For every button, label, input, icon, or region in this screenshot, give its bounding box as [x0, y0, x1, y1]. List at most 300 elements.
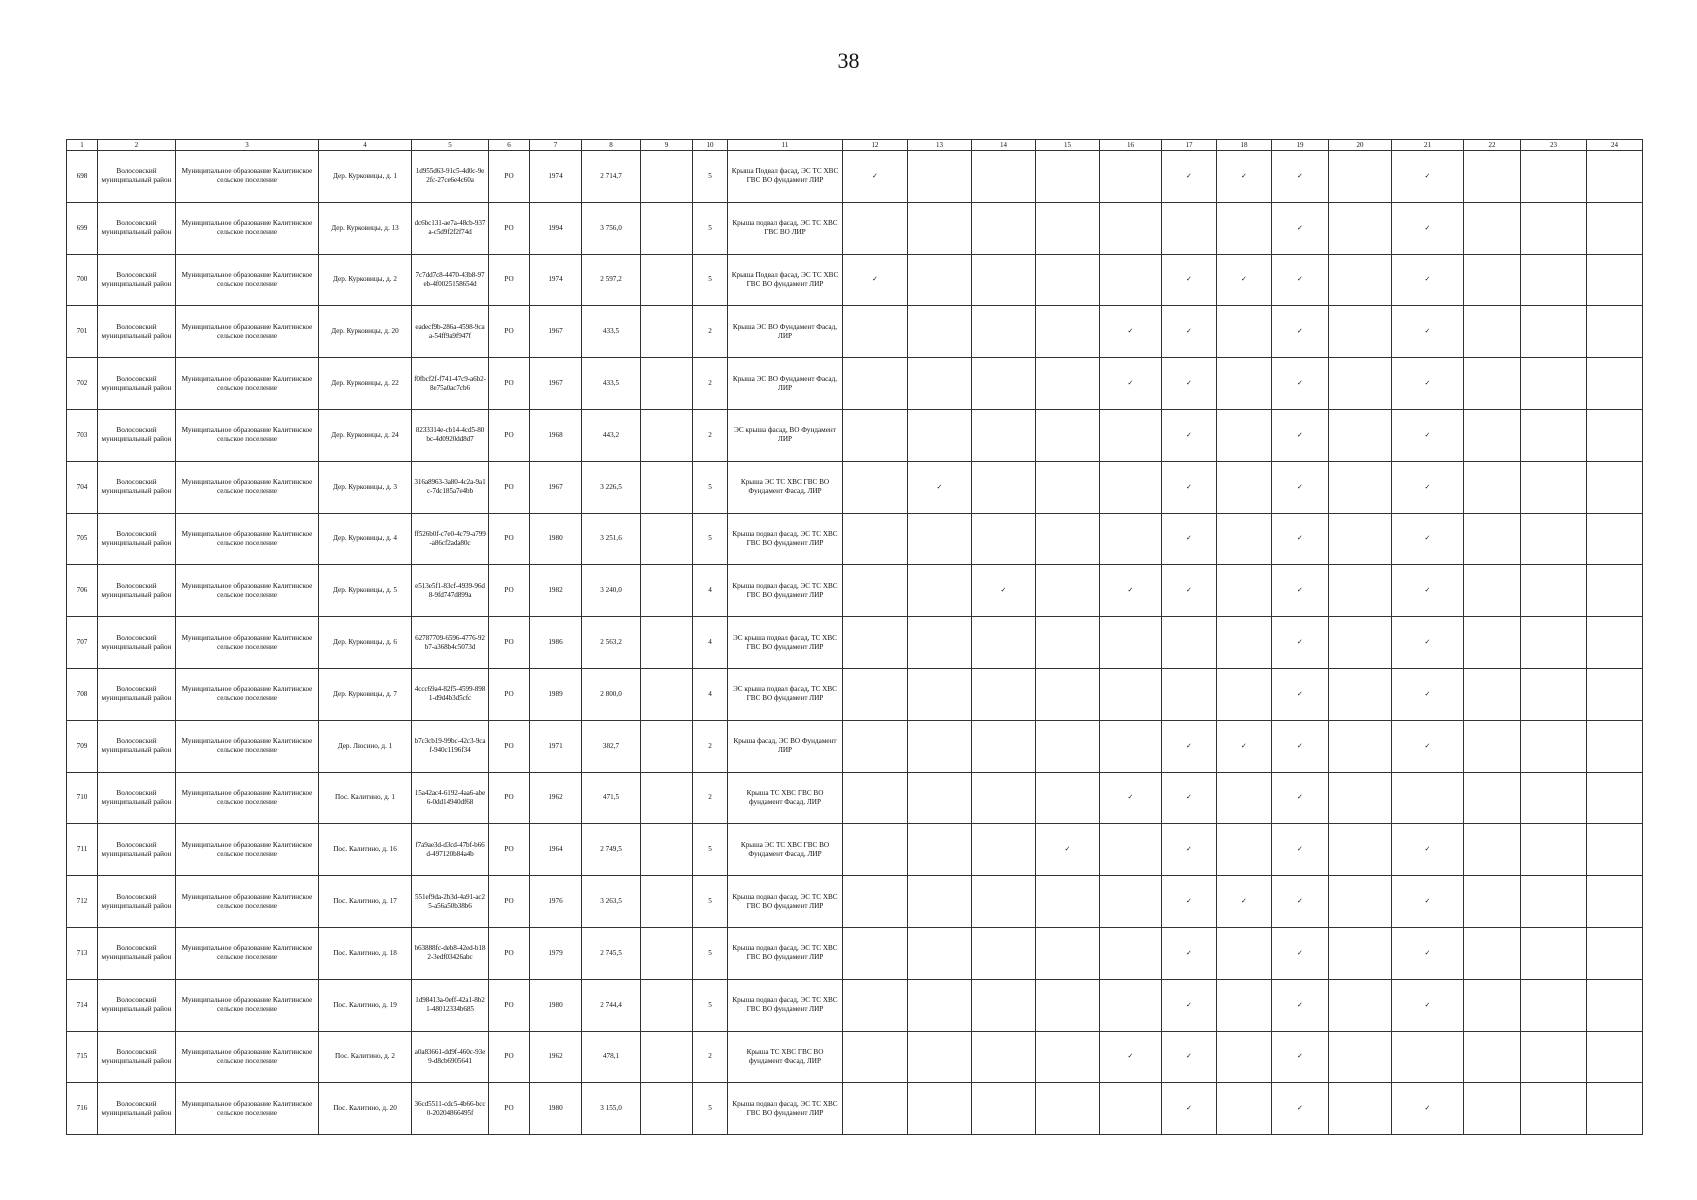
works-list-cell: Крыша подвал фасад, ЭС ТС ХВС ГВС ВО фундамент ЛИР: [728, 927, 843, 979]
row-number-cell: 712: [67, 876, 98, 928]
check-mark-icon: ✓: [972, 565, 1036, 617]
year-built-cell: 1994: [530, 202, 582, 254]
column-9-cell: [641, 358, 693, 410]
empty-cell: [1464, 202, 1521, 254]
empty-cell: [1392, 772, 1464, 824]
municipality-cell: Муниципальное образование Калитинское сельское поселение: [176, 409, 319, 461]
empty-cell: [1587, 824, 1643, 876]
ownership-type-cell: РО: [489, 202, 530, 254]
column-number-cell: 21: [1392, 140, 1464, 151]
empty-cell: [1392, 1031, 1464, 1083]
empty-cell: [1329, 202, 1392, 254]
table-row: [67, 513, 1643, 565]
district-cell: Волосовский муниципальный район: [98, 513, 176, 565]
check-mark-icon: ✓: [1392, 824, 1464, 876]
empty-cell: [1464, 461, 1521, 513]
empty-cell: [1464, 927, 1521, 979]
municipality-cell: Муниципальное образование Калитинское сельское поселение: [176, 720, 319, 772]
check-mark-icon: ✓: [1217, 151, 1272, 203]
check-mark-icon: ✓: [1392, 409, 1464, 461]
check-mark-icon: ✓: [1162, 358, 1217, 410]
ownership-type-cell: РО: [489, 254, 530, 306]
empty-cell: [1521, 617, 1587, 669]
address-cell: Дер. Курковицы, д. 2: [319, 254, 412, 306]
column-9-cell: [641, 876, 693, 928]
year-built-cell: 1979: [530, 927, 582, 979]
address-cell: Пос. Калитино, д. 17: [319, 876, 412, 928]
area-cell: 3 756,0: [582, 202, 641, 254]
empty-cell: [1100, 254, 1162, 306]
floors-cell: 5: [693, 202, 728, 254]
building-id-cell: eadecf9b-286a-4598-9caa-54ff9a9f947f: [412, 306, 489, 358]
district-cell: Волосовский муниципальный район: [98, 720, 176, 772]
empty-cell: [1521, 1083, 1587, 1135]
empty-cell: [1036, 565, 1100, 617]
empty-cell: [843, 927, 908, 979]
empty-cell: [908, 876, 972, 928]
row-number-cell: 707: [67, 617, 98, 669]
empty-cell: [843, 409, 908, 461]
column-number-cell: 14: [972, 140, 1036, 151]
empty-cell: [1036, 254, 1100, 306]
empty-cell: [1329, 565, 1392, 617]
district-cell: Волосовский муниципальный район: [98, 151, 176, 203]
empty-cell: [1329, 306, 1392, 358]
area-cell: 2 744,4: [582, 979, 641, 1031]
empty-cell: [1217, 565, 1272, 617]
empty-cell: [1587, 254, 1643, 306]
empty-cell: [1217, 824, 1272, 876]
empty-cell: [972, 979, 1036, 1031]
row-number-cell: 714: [67, 979, 98, 1031]
empty-cell: [1521, 513, 1587, 565]
check-mark-icon: ✓: [1217, 720, 1272, 772]
empty-cell: [1100, 668, 1162, 720]
empty-cell: [1587, 358, 1643, 410]
empty-cell: [1464, 772, 1521, 824]
empty-cell: [908, 720, 972, 772]
empty-cell: [908, 1083, 972, 1135]
empty-cell: [1217, 979, 1272, 1031]
empty-cell: [1036, 720, 1100, 772]
works-list-cell: Крыша ТС ХВС ГВС ВО фундамент Фасад, ЛИР: [728, 1031, 843, 1083]
check-mark-icon: ✓: [1392, 668, 1464, 720]
empty-cell: [1329, 979, 1392, 1031]
column-9-cell: [641, 1031, 693, 1083]
empty-cell: [1464, 306, 1521, 358]
empty-cell: [1329, 358, 1392, 410]
empty-cell: [1521, 979, 1587, 1031]
area-cell: 2 597,2: [582, 254, 641, 306]
empty-cell: [972, 876, 1036, 928]
year-built-cell: 1967: [530, 306, 582, 358]
district-cell: Волосовский муниципальный район: [98, 876, 176, 928]
check-mark-icon: ✓: [1272, 1083, 1329, 1135]
row-number-cell: 708: [67, 668, 98, 720]
district-cell: Волосовский муниципальный район: [98, 668, 176, 720]
ownership-type-cell: РО: [489, 461, 530, 513]
empty-cell: [1329, 513, 1392, 565]
district-cell: Волосовский муниципальный район: [98, 306, 176, 358]
year-built-cell: 1982: [530, 565, 582, 617]
works-list-cell: Крыша Подвал фасад, ЭС ТС ХВС ГВС ВО фундамент ЛИР: [728, 254, 843, 306]
area-cell: 3 251,6: [582, 513, 641, 565]
empty-cell: [1100, 927, 1162, 979]
column-9-cell: [641, 617, 693, 669]
empty-cell: [1521, 461, 1587, 513]
check-mark-icon: ✓: [1272, 824, 1329, 876]
check-mark-icon: ✓: [1392, 151, 1464, 203]
municipality-cell: Муниципальное образование Калитинское сельское поселение: [176, 254, 319, 306]
empty-cell: [1587, 720, 1643, 772]
municipality-cell: Муниципальное образование Калитинское сельское поселение: [176, 876, 319, 928]
empty-cell: [908, 617, 972, 669]
empty-cell: [1329, 772, 1392, 824]
area-cell: 382,7: [582, 720, 641, 772]
empty-cell: [1100, 720, 1162, 772]
area-cell: 2 749,5: [582, 824, 641, 876]
empty-cell: [1217, 513, 1272, 565]
check-mark-icon: ✓: [1392, 979, 1464, 1031]
empty-cell: [843, 720, 908, 772]
building-id-cell: 316a8963-3a80-4c2a-9a1c-7dc185a7e4bb: [412, 461, 489, 513]
column-number-cell: 23: [1521, 140, 1587, 151]
check-mark-icon: ✓: [1272, 513, 1329, 565]
area-cell: 443,2: [582, 409, 641, 461]
empty-cell: [1587, 876, 1643, 928]
floors-cell: 5: [693, 513, 728, 565]
address-cell: Дер. Курковицы, д. 1: [319, 151, 412, 203]
district-cell: Волосовский муниципальный район: [98, 1031, 176, 1083]
ownership-type-cell: РО: [489, 409, 530, 461]
check-mark-icon: ✓: [1272, 876, 1329, 928]
empty-cell: [908, 668, 972, 720]
row-number-cell: 699: [67, 202, 98, 254]
year-built-cell: 1980: [530, 513, 582, 565]
column-9-cell: [641, 565, 693, 617]
column-number-cell: 24: [1587, 140, 1643, 151]
column-9-cell: [641, 1083, 693, 1135]
check-mark-icon: ✓: [843, 151, 908, 203]
check-mark-icon: ✓: [1162, 1083, 1217, 1135]
year-built-cell: 1967: [530, 461, 582, 513]
empty-cell: [908, 151, 972, 203]
row-number-cell: 701: [67, 306, 98, 358]
municipality-cell: Муниципальное образование Калитинское сельское поселение: [176, 927, 319, 979]
building-id-cell: e513e5f1-83cf-4939-96d8-9fd747d899a: [412, 565, 489, 617]
municipality-cell: Муниципальное образование Калитинское сельское поселение: [176, 979, 319, 1031]
municipality-cell: Муниципальное образование Калитинское сельское поселение: [176, 306, 319, 358]
works-list-cell: ЭС крыша подвал фасад, ТС ХВС ГВС ВО фундамент ЛИР: [728, 617, 843, 669]
empty-cell: [1329, 824, 1392, 876]
address-cell: Дер. Люсино, д. 1: [319, 720, 412, 772]
row-number-cell: 715: [67, 1031, 98, 1083]
works-list-cell: Крыша фасад, ЭС ВО Фундамент ЛИР: [728, 720, 843, 772]
district-cell: Волосовский муниципальный район: [98, 461, 176, 513]
municipality-cell: Муниципальное образование Калитинское сельское поселение: [176, 668, 319, 720]
check-mark-icon: ✓: [1100, 772, 1162, 824]
check-mark-icon: ✓: [1392, 720, 1464, 772]
empty-cell: [1464, 1083, 1521, 1135]
empty-cell: [1587, 513, 1643, 565]
building-id-cell: 1d955d63-91c5-4d0c-9e2fc-27ce6e4c60a: [412, 151, 489, 203]
year-built-cell: 1971: [530, 720, 582, 772]
empty-cell: [1464, 876, 1521, 928]
building-id-cell: 7c7dd7c8-4470-43b8-97eb-4f0025158654d: [412, 254, 489, 306]
ownership-type-cell: РО: [489, 979, 530, 1031]
empty-cell: [1521, 306, 1587, 358]
area-cell: 433,5: [582, 358, 641, 410]
floors-cell: 2: [693, 306, 728, 358]
ownership-type-cell: РО: [489, 720, 530, 772]
works-list-cell: Крыша подвал фасад, ЭС ТС ХВС ГВС ВО фундамент ЛИР: [728, 565, 843, 617]
empty-cell: [1217, 772, 1272, 824]
empty-cell: [1464, 151, 1521, 203]
municipality-cell: Муниципальное образование Калитинское сельское поселение: [176, 1031, 319, 1083]
area-cell: 2 714,7: [582, 151, 641, 203]
column-number-cell: 11: [728, 140, 843, 151]
empty-cell: [1217, 202, 1272, 254]
municipality-cell: Муниципальное образование Калитинское сельское поселение: [176, 1083, 319, 1135]
empty-cell: [1100, 202, 1162, 254]
column-number-cell: 13: [908, 140, 972, 151]
column-9-cell: [641, 202, 693, 254]
column-number-cell: 10: [693, 140, 728, 151]
empty-cell: [1329, 254, 1392, 306]
check-mark-icon: ✓: [1272, 409, 1329, 461]
check-mark-icon: ✓: [1162, 254, 1217, 306]
empty-cell: [972, 772, 1036, 824]
check-mark-icon: ✓: [1162, 824, 1217, 876]
area-cell: 3 263,5: [582, 876, 641, 928]
table-row: [67, 617, 1643, 669]
address-cell: Пос. Калитино, д. 2: [319, 1031, 412, 1083]
address-cell: Дер. Курковицы, д. 4: [319, 513, 412, 565]
floors-cell: 5: [693, 876, 728, 928]
column-number-cell: 16: [1100, 140, 1162, 151]
empty-cell: [908, 254, 972, 306]
district-cell: Волосовский муниципальный район: [98, 1083, 176, 1135]
empty-cell: [1162, 202, 1217, 254]
table-row: [67, 1083, 1643, 1135]
district-cell: Волосовский муниципальный район: [98, 824, 176, 876]
check-mark-icon: ✓: [1100, 306, 1162, 358]
floors-cell: 4: [693, 668, 728, 720]
empty-cell: [1100, 1083, 1162, 1135]
empty-cell: [1329, 927, 1392, 979]
column-number-cell: 18: [1217, 140, 1272, 151]
empty-cell: [1464, 720, 1521, 772]
empty-cell: [1587, 772, 1643, 824]
empty-cell: [1464, 513, 1521, 565]
column-9-cell: [641, 254, 693, 306]
empty-cell: [1329, 1083, 1392, 1135]
ownership-type-cell: РО: [489, 1083, 530, 1135]
year-built-cell: 1980: [530, 1083, 582, 1135]
address-cell: Пос. Калитино, д. 20: [319, 1083, 412, 1135]
empty-cell: [1036, 513, 1100, 565]
building-id-cell: a0a83661-dd9f-460c-93e9-d8cb6905641: [412, 1031, 489, 1083]
empty-cell: [1100, 409, 1162, 461]
ownership-type-cell: РО: [489, 306, 530, 358]
check-mark-icon: ✓: [1162, 927, 1217, 979]
table-row: [67, 979, 1643, 1031]
empty-cell: [908, 358, 972, 410]
table-row: [67, 409, 1643, 461]
municipality-cell: Муниципальное образование Калитинское сельское поселение: [176, 513, 319, 565]
row-number-cell: 709: [67, 720, 98, 772]
floors-cell: 4: [693, 617, 728, 669]
district-cell: Волосовский муниципальный район: [98, 254, 176, 306]
floors-cell: 5: [693, 824, 728, 876]
check-mark-icon: ✓: [1392, 254, 1464, 306]
empty-cell: [1036, 668, 1100, 720]
empty-cell: [972, 513, 1036, 565]
check-mark-icon: ✓: [1272, 358, 1329, 410]
row-number-cell: 713: [67, 927, 98, 979]
works-list-cell: ЭС крыша подвал фасад, ТС ХВС ГВС ВО фундамент ЛИР: [728, 668, 843, 720]
empty-cell: [972, 202, 1036, 254]
check-mark-icon: ✓: [1162, 409, 1217, 461]
check-mark-icon: ✓: [1392, 927, 1464, 979]
column-number-cell: 15: [1036, 140, 1100, 151]
year-built-cell: 1968: [530, 409, 582, 461]
empty-cell: [1329, 151, 1392, 203]
check-mark-icon: ✓: [1162, 772, 1217, 824]
municipality-cell: Муниципальное образование Калитинское сельское поселение: [176, 565, 319, 617]
floors-cell: 2: [693, 409, 728, 461]
works-list-cell: Крыша ЭС ТС ХВС ГВС ВО Фундамент Фасад, ЛИР: [728, 461, 843, 513]
empty-cell: [1587, 461, 1643, 513]
empty-cell: [1521, 565, 1587, 617]
district-cell: Волосовский муниципальный район: [98, 927, 176, 979]
address-cell: Дер. Курковицы, д. 6: [319, 617, 412, 669]
empty-cell: [843, 202, 908, 254]
empty-cell: [1521, 358, 1587, 410]
check-mark-icon: ✓: [1272, 254, 1329, 306]
empty-cell: [1464, 565, 1521, 617]
year-built-cell: 1962: [530, 1031, 582, 1083]
address-cell: Дер. Курковицы, д. 13: [319, 202, 412, 254]
empty-cell: [1036, 409, 1100, 461]
ownership-type-cell: РО: [489, 1031, 530, 1083]
empty-cell: [972, 409, 1036, 461]
municipality-cell: Муниципальное образование Калитинское сельское поселение: [176, 151, 319, 203]
empty-cell: [972, 668, 1036, 720]
empty-cell: [972, 306, 1036, 358]
address-cell: Пос. Калитино, д. 16: [319, 824, 412, 876]
floors-cell: 5: [693, 927, 728, 979]
check-mark-icon: ✓: [1392, 461, 1464, 513]
page-number: 38: [837, 48, 860, 73]
area-cell: 3 155,0: [582, 1083, 641, 1135]
building-id-cell: dc6bc131-ae7a-48cb-937a-c5d9f2f2f74d: [412, 202, 489, 254]
empty-cell: [1100, 979, 1162, 1031]
floors-cell: 5: [693, 151, 728, 203]
table-row: [67, 358, 1643, 410]
empty-cell: [1217, 617, 1272, 669]
district-cell: Волосовский муниципальный район: [98, 979, 176, 1031]
row-number-cell: 704: [67, 461, 98, 513]
building-id-cell: 551ef9da-2b3d-4a91-ac25-a56a50b38b6: [412, 876, 489, 928]
ownership-type-cell: РО: [489, 927, 530, 979]
column-9-cell: [641, 151, 693, 203]
table-row: [67, 565, 1643, 617]
empty-cell: [1100, 151, 1162, 203]
empty-cell: [908, 306, 972, 358]
empty-cell: [1036, 1083, 1100, 1135]
check-mark-icon: ✓: [1272, 772, 1329, 824]
empty-cell: [908, 772, 972, 824]
check-mark-icon: ✓: [1100, 1031, 1162, 1083]
check-mark-icon: ✓: [1162, 979, 1217, 1031]
column-9-cell: [641, 927, 693, 979]
area-cell: 2 563,2: [582, 617, 641, 669]
column-number-cell: 6: [489, 140, 530, 151]
empty-cell: [843, 979, 908, 1031]
empty-cell: [843, 1083, 908, 1135]
area-cell: 433,5: [582, 306, 641, 358]
year-built-cell: 1989: [530, 668, 582, 720]
district-cell: Волосовский муниципальный район: [98, 202, 176, 254]
empty-cell: [1036, 358, 1100, 410]
floors-cell: 5: [693, 254, 728, 306]
year-built-cell: 1962: [530, 772, 582, 824]
empty-cell: [1162, 668, 1217, 720]
area-cell: 2 800,0: [582, 668, 641, 720]
empty-cell: [1036, 202, 1100, 254]
floors-cell: 5: [693, 461, 728, 513]
check-mark-icon: ✓: [1392, 565, 1464, 617]
check-mark-icon: ✓: [1100, 565, 1162, 617]
check-mark-icon: ✓: [1272, 565, 1329, 617]
works-list-cell: Крыша Подвал фасад, ЭС ТС ХВС ГВС ВО фундамент ЛИР: [728, 151, 843, 203]
empty-cell: [972, 151, 1036, 203]
row-number-cell: 710: [67, 772, 98, 824]
row-number-cell: 716: [67, 1083, 98, 1135]
column-number-row: [67, 140, 1643, 151]
district-cell: Волосовский муниципальный район: [98, 358, 176, 410]
empty-cell: [908, 1031, 972, 1083]
ownership-type-cell: РО: [489, 617, 530, 669]
column-number-cell: 20: [1329, 140, 1392, 151]
empty-cell: [1217, 927, 1272, 979]
year-built-cell: 1967: [530, 358, 582, 410]
table-row: [67, 772, 1643, 824]
table-row: [67, 461, 1643, 513]
works-list-cell: Крыша подвал фасад, ЭС ТС ХВС ГВС ВО фундамент ЛИР: [728, 513, 843, 565]
municipality-cell: Муниципальное образование Калитинское сельское поселение: [176, 202, 319, 254]
floors-cell: 2: [693, 772, 728, 824]
empty-cell: [1100, 617, 1162, 669]
check-mark-icon: ✓: [1272, 927, 1329, 979]
empty-cell: [1036, 876, 1100, 928]
empty-cell: [1521, 151, 1587, 203]
address-cell: Пос. Калитино, д. 1: [319, 772, 412, 824]
municipality-cell: Муниципальное образование Калитинское сельское поселение: [176, 824, 319, 876]
column-9-cell: [641, 720, 693, 772]
empty-cell: [1521, 254, 1587, 306]
empty-cell: [908, 202, 972, 254]
check-mark-icon: ✓: [1272, 1031, 1329, 1083]
works-list-cell: Крыша ЭС ВО Фундамент Фасад, ЛИР: [728, 306, 843, 358]
works-list-cell: Крыша подвал фасад, ЭС ТС ХВС ГВС ВО фундамент ЛИР: [728, 876, 843, 928]
empty-cell: [972, 358, 1036, 410]
table-row: [67, 151, 1643, 203]
empty-cell: [843, 513, 908, 565]
empty-cell: [843, 358, 908, 410]
check-mark-icon: ✓: [1217, 254, 1272, 306]
